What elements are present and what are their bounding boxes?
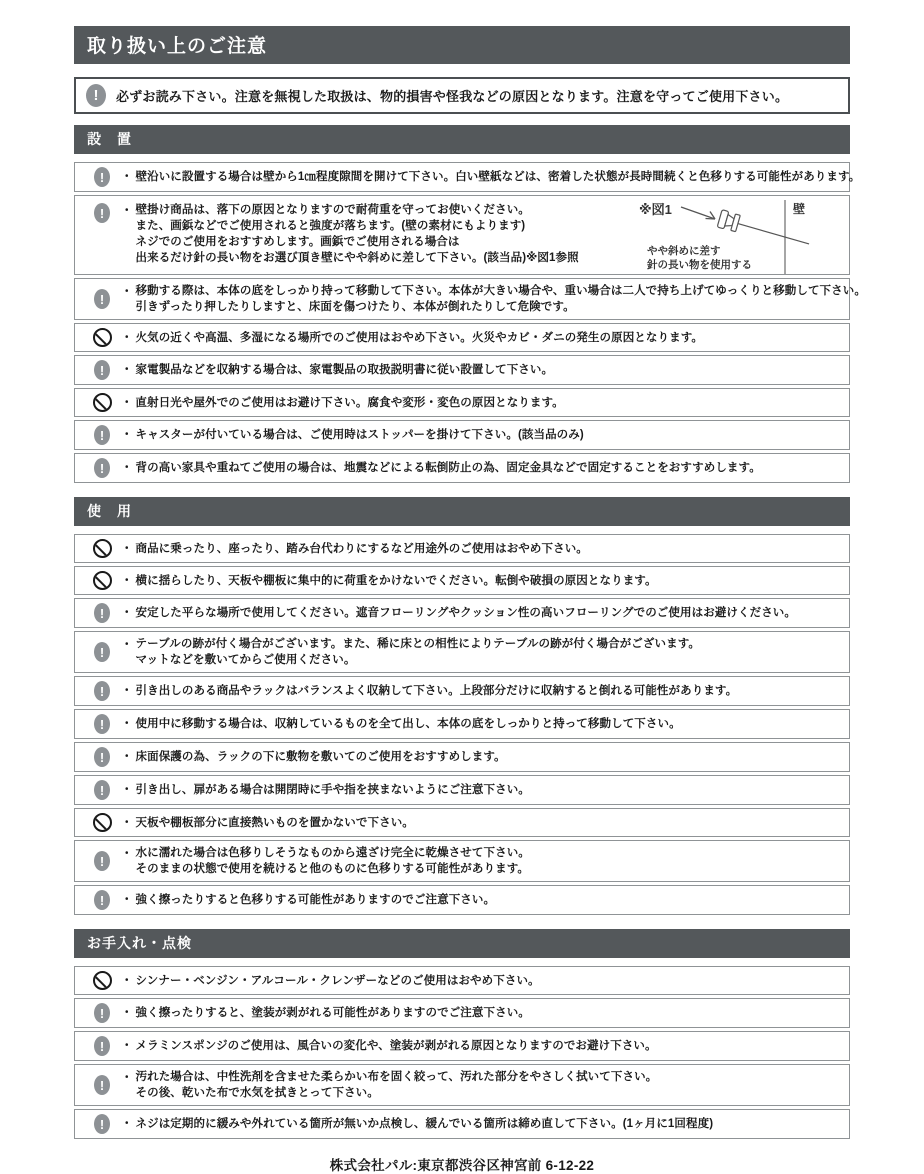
arrow-icon — [681, 207, 715, 219]
caution-lines — [136, 1069, 842, 1101]
bullet: ・ — [121, 974, 133, 987]
bullet: ・ — [121, 1072, 133, 1084]
warning-icon: ! — [86, 84, 106, 107]
caution-text: 強く擦ったりすると、塗装が剥がれる可能性がありますのでご注意下さい。 — [135, 1007, 530, 1019]
section-header: 使 用 — [74, 497, 850, 526]
bullet: ・ — [121, 784, 133, 796]
caution-lines — [136, 782, 842, 798]
section-header: 設 置 — [74, 125, 850, 154]
caution-lines — [136, 892, 842, 908]
caution-text: 使用中に移動する場合は、収納しているものを全て出し、本体の底をしっかりと持って移動して下さい。 — [135, 718, 681, 730]
caution-text: 天板や棚板部分に直接熱いものを置かないで下さい。 — [135, 816, 414, 829]
caution-row — [74, 885, 850, 915]
caution-text: 強く擦ったりすると色移りする可能性がありますのでご注意下さい。 — [135, 894, 496, 906]
bullet: ・ — [121, 639, 133, 651]
caution-row — [74, 598, 850, 628]
bullet: ・ — [121, 396, 133, 409]
icon-cell — [85, 571, 119, 590]
caution-text: 背の高い家具や重ねてご使用の場合は、地震などによる転倒防止の為、固定金具などで固定することをおすすめします。 — [135, 462, 761, 474]
caution-row — [74, 1031, 850, 1061]
caution-text: 引きずったり押したりしますと、床面を傷つけたり、本体が倒れたりして危険です。 — [135, 301, 575, 313]
caution-text: そのままの状態で使用を続けると他のものに色移りする可能性があります。 — [135, 863, 529, 875]
caution-row — [74, 709, 850, 739]
prohibition-icon — [93, 539, 112, 558]
caution-text: マットなどを敷いてからご使用ください。 — [135, 654, 356, 666]
icon-cell — [85, 971, 119, 990]
caution-row — [74, 195, 850, 275]
caution-text: 床面保護の為、ラックの下に敷物を敷いてのご使用をおすすめします。 — [135, 751, 506, 763]
icon-cell — [85, 289, 119, 309]
caution-row — [74, 388, 850, 417]
icon-cell — [85, 360, 119, 380]
caution-lines — [136, 815, 842, 831]
caution-lines — [136, 427, 842, 443]
prohibition-icon — [93, 393, 112, 412]
caution-row — [74, 162, 861, 192]
figure1-label: ※図1 — [639, 202, 672, 217]
diagram-caption-1: やや斜めに差す — [647, 245, 721, 257]
warning-icon: ! — [94, 1003, 110, 1023]
caution-text: その後、乾いた布で水気を拭きとって下さい。 — [135, 1087, 379, 1099]
icon-cell — [85, 603, 119, 623]
caution-text: テーブルの跡が付く場合がございます。また、稀に床との相性によりテーブルの跡が付く場合がございます。 — [135, 638, 700, 650]
section-body — [74, 966, 850, 1139]
bullet: ・ — [121, 286, 133, 298]
bullet: ・ — [121, 685, 133, 697]
warning-icon: ! — [94, 360, 110, 380]
caution-lines — [136, 573, 842, 589]
section-body — [74, 162, 866, 483]
caution-row — [74, 676, 850, 706]
caution-text: 引き出しのある商品やラックはバランスよく収納して下さい。上段部分だけに収納すると倒れる可能性があります。 — [135, 685, 738, 697]
caution-row — [74, 775, 850, 805]
prohibition-icon — [93, 571, 112, 590]
warning-icon: ! — [94, 1075, 110, 1095]
figure1-diagram — [635, 198, 843, 276]
bullet: ・ — [121, 894, 133, 906]
caution-row — [74, 808, 850, 837]
icon-cell — [85, 425, 119, 445]
caution-lines — [136, 283, 866, 315]
warning-icon: ! — [94, 167, 110, 187]
warning-icon: ! — [94, 780, 110, 800]
caution-lines — [136, 169, 861, 185]
caution-row — [74, 278, 866, 320]
icon-cell — [85, 328, 119, 347]
caution-lines — [136, 1005, 842, 1021]
icon-cell — [85, 642, 119, 662]
icon-cell — [85, 1036, 119, 1056]
caution-text: 引き出し、扉がある場合は開閉時に手や指を挟まないようにご注意下さい。 — [135, 784, 530, 796]
caution-row — [74, 566, 850, 595]
caution-lines — [136, 716, 842, 732]
icon-cell — [85, 167, 119, 187]
bullet: ・ — [121, 816, 133, 829]
warning-icon: ! — [94, 851, 110, 871]
caution-text: 直射日光や屋外でのご使用はお避け下さい。腐食や変形・変色の原因となります。 — [135, 396, 564, 409]
notice-box — [74, 77, 850, 114]
caution-row — [74, 355, 850, 385]
caution-lines — [136, 460, 842, 476]
warning-icon: ! — [94, 203, 110, 223]
prohibition-icon — [93, 971, 112, 990]
section-header: お手入れ・点検 — [74, 929, 850, 958]
bullet: ・ — [121, 718, 133, 730]
caution-row — [74, 742, 850, 772]
icon-cell — [85, 747, 119, 767]
caution-row — [74, 1064, 850, 1106]
caution-text: シンナー・ベンジン・アルコール・クレンザーなどのご使用はおやめ下さい。 — [135, 974, 540, 987]
bullet: ・ — [121, 542, 133, 555]
bullet: ・ — [121, 1118, 133, 1130]
bullet: ・ — [121, 462, 133, 474]
caution-lines — [136, 395, 842, 411]
icon-cell — [85, 780, 119, 800]
warning-icon: ! — [94, 642, 110, 662]
prohibition-icon — [93, 813, 112, 832]
diagram-caption-2: 針の長い物を使用する — [647, 259, 752, 271]
notice-text: 必ずお読み下さい。注意を無視した取扱は、物的損害や怪我などの原因となります。注意を守ってご使用下さい。 — [116, 89, 789, 104]
prohibition-icon — [93, 328, 112, 347]
caution-text: 汚れた場合は、中性洗剤を含ませた柔らかい布を固く絞って、汚れた部分をやさしく拭いて下さい。 — [135, 1071, 658, 1083]
icon-cell — [85, 851, 119, 871]
warning-icon: ! — [94, 747, 110, 767]
caution-lines — [136, 330, 842, 346]
wall-label: 壁 — [793, 202, 806, 216]
icon-cell — [85, 458, 119, 478]
icon-cell — [85, 393, 119, 412]
caution-lines — [136, 1116, 842, 1132]
icon-cell — [85, 813, 119, 832]
icon-cell — [85, 681, 119, 701]
warning-icon: ! — [94, 289, 110, 309]
bullet: ・ — [121, 1007, 133, 1019]
caution-row — [74, 453, 850, 483]
caution-text: ネジは定期的に緩みや外れている箇所が無いか点検し、緩んでいる箇所は締め直して下さい。(1ヶ月に1回程度) — [135, 1118, 714, 1130]
caution-row — [74, 420, 850, 450]
page-title: 取り扱い上のご注意 — [74, 26, 850, 64]
caution-row — [74, 323, 850, 352]
caution-lines — [136, 1038, 842, 1054]
caution-lines — [136, 605, 842, 621]
bullet: ・ — [121, 205, 133, 217]
section-body — [74, 534, 850, 915]
sections — [74, 125, 866, 1139]
bullet: ・ — [121, 751, 133, 763]
caution-text: 商品に乗ったり、座ったり、踏み台代わりにするなど用途外のご使用はおやめ下さい。 — [135, 542, 588, 555]
caution-row — [74, 1109, 850, 1139]
icon-cell — [85, 1075, 119, 1095]
warning-icon: ! — [94, 681, 110, 701]
warning-icon: ! — [94, 1114, 110, 1134]
warning-icon: ! — [94, 458, 110, 478]
caution-text: 壁掛け商品は、落下の原因となりますので耐荷重を守ってお使いください。 — [135, 204, 530, 216]
caution-row — [74, 840, 850, 882]
icon-cell — [85, 539, 119, 558]
icon-cell — [85, 1114, 119, 1134]
icon-cell — [85, 203, 119, 223]
bullet: ・ — [121, 364, 133, 376]
pushpin-icon — [717, 210, 811, 253]
warning-icon: ! — [94, 714, 110, 734]
warning-icon: ! — [94, 1036, 110, 1056]
caution-lines — [136, 683, 842, 699]
caution-text: ネジでのご使用をおすすめします。画鋲でご使用される場合は — [135, 236, 460, 248]
caution-text: また、画鋲などでご使用されると強度が落ちます。(壁の素材にもよります) — [135, 220, 526, 232]
caution-lines — [136, 973, 842, 989]
caution-row — [74, 966, 850, 995]
bullet: ・ — [121, 574, 133, 587]
bullet: ・ — [121, 429, 133, 441]
caution-text: 火気の近くや高温、多湿になる場所でのご使用はおやめ下さい。火災やカビ・ダニの発生の原因となります。 — [135, 331, 703, 344]
caution-lines — [136, 845, 842, 877]
caution-row — [74, 998, 850, 1028]
caution-text: 壁沿いに設置する場合は壁から1㎝程度隙間を開けて下さい。白い壁紙などは、密着した状態が長時間続くと色移りする可能性があります。 — [135, 171, 861, 183]
caution-lines — [136, 541, 842, 557]
company-address: 株式会社パル:東京都渋谷区神宮前 6-12-22 — [329, 1158, 595, 1173]
caution-row — [74, 534, 850, 563]
icon-cell — [85, 890, 119, 910]
caution-text: 安定した平らな場所で使用してください。遮音フローリングやクッション性の高いフローリングでのご使用はお避けください。 — [135, 607, 797, 619]
caution-row — [74, 631, 850, 673]
icon-cell — [85, 1003, 119, 1023]
caution-lines — [136, 362, 842, 378]
caution-lines — [136, 636, 842, 668]
caution-text: 横に揺らしたり、天板や棚板に集中的に荷重をかけないでください。転倒や破損の原因となります。 — [135, 574, 657, 587]
bullet: ・ — [121, 848, 133, 860]
warning-icon: ! — [94, 603, 110, 623]
warning-icon: ! — [94, 425, 110, 445]
caution-lines — [136, 749, 842, 765]
caution-text: 出来るだけ針の長い物をお選び頂き壁にやや斜めに差して下さい。(該当品)※図1参照 — [135, 252, 579, 264]
caution-text: キャスターが付いている場合は、ご使用時はストッパーを掛けて下さい。(該当品のみ) — [135, 429, 584, 441]
icon-cell — [85, 714, 119, 734]
warning-icon: ! — [94, 890, 110, 910]
bullet: ・ — [121, 171, 133, 183]
bullet: ・ — [121, 1040, 133, 1052]
caution-text: 水に濡れた場合は色移りしそうなものから遠ざけ完全に乾燥させて下さい。 — [135, 847, 530, 859]
caution-text: メラミンスポンジのご使用は、風合いの変化や、塗装が剥がれる原因となりますのでお避け下さい。 — [135, 1040, 657, 1052]
caution-text: 家電製品などを収納する場合は、家電製品の取扱説明書に従い設置して下さい。 — [135, 364, 554, 376]
caution-text: 移動する際は、本体の底をしっかり持って移動して下さい。本体が大きい場合や、重い場合は二人で持ち上げてゆっくりと移動して下さい。 — [135, 285, 866, 297]
bullet: ・ — [121, 331, 133, 344]
bullet: ・ — [121, 607, 133, 619]
